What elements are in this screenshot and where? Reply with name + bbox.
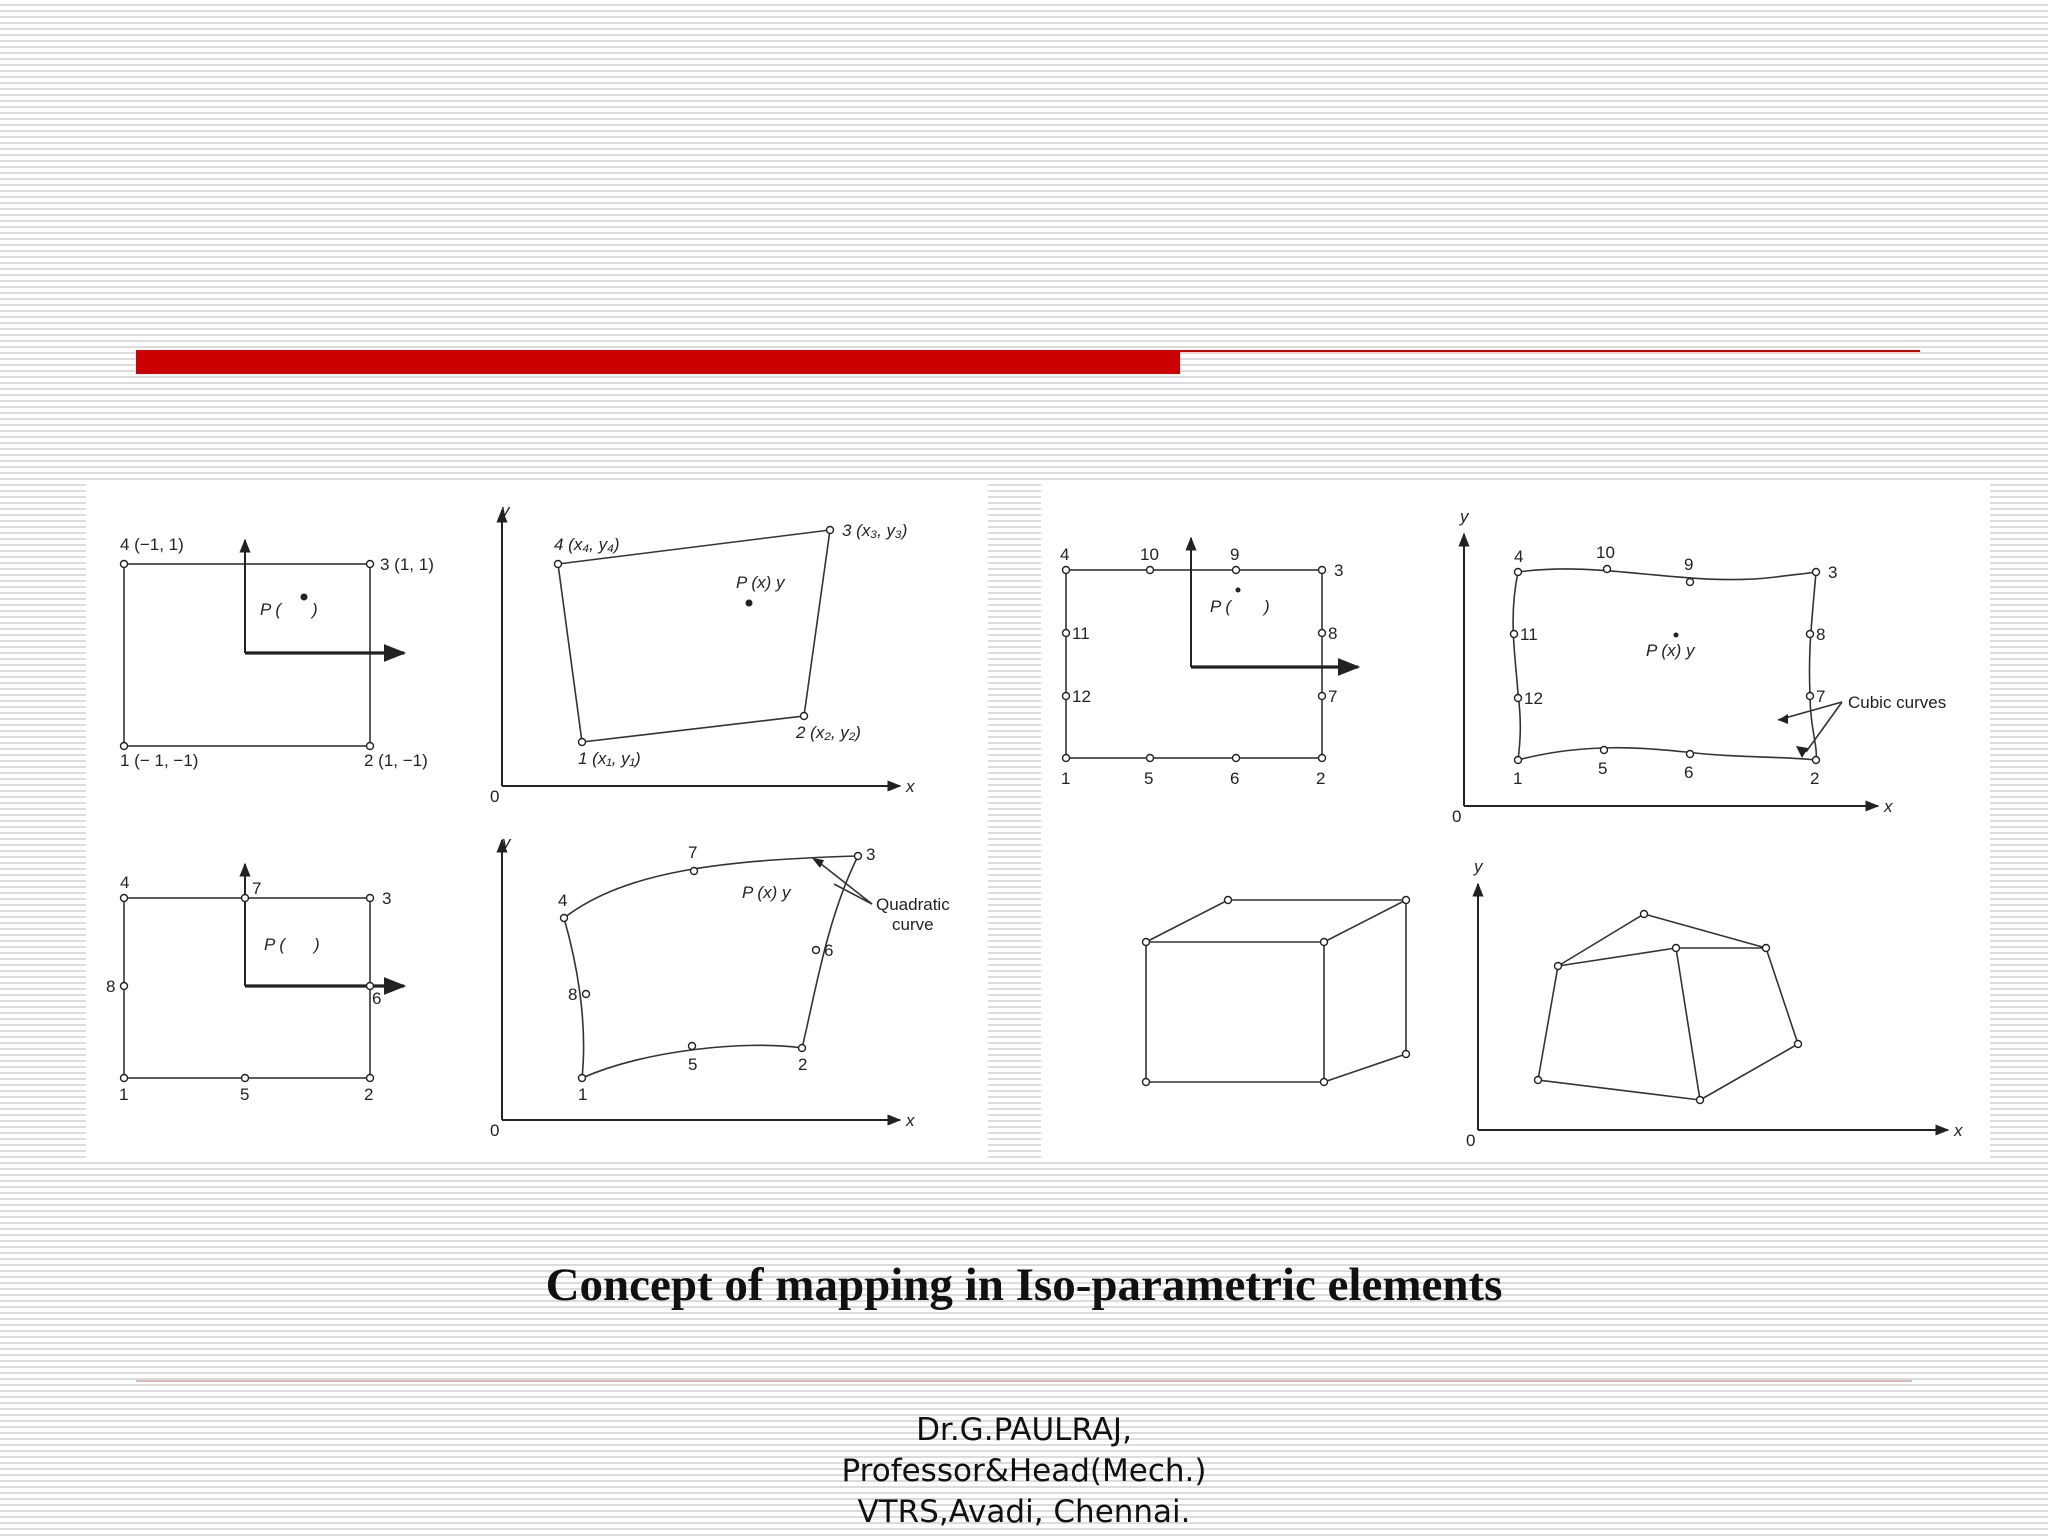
node-8-label: 8 xyxy=(1328,624,1338,643)
author-institution: VTRS,Avadi, Chennai. xyxy=(857,1494,1191,1530)
node-2-label: 2 (x₂, y₂) xyxy=(796,723,861,742)
node-3-label: 3 xyxy=(382,889,392,908)
footer-divider xyxy=(136,1380,1912,1382)
author-footer xyxy=(0,1410,2048,1533)
node-2-label: 2 (1, −1) xyxy=(364,751,428,770)
node-4-label: 4 xyxy=(1060,545,1070,564)
node-5-label: 5 xyxy=(688,1055,698,1074)
node-9-label: 9 xyxy=(1684,555,1694,574)
node-6-label: 6 xyxy=(1230,769,1240,788)
node-12-label: 12 xyxy=(1072,687,1091,706)
node-6-label: 6 xyxy=(824,941,834,960)
node-1-label: 1 xyxy=(119,1085,129,1104)
point-p-close: ) xyxy=(314,935,320,954)
node-5-label: 5 xyxy=(240,1085,250,1104)
node-5-label: 5 xyxy=(1144,769,1154,788)
node-3-label: 3 xyxy=(866,845,876,864)
figure-caption: Concept of mapping in Iso-parametric elements xyxy=(545,1259,1503,1311)
origin-label: 0 xyxy=(1452,807,1462,826)
node-11-label: 11 xyxy=(1520,625,1538,644)
node-4-label: 4 (x₄, y₄) xyxy=(554,535,620,554)
node-3-label: 3 (1, 1) xyxy=(380,555,434,574)
point-p-label: P (x) y xyxy=(742,883,791,902)
point-p-close: ) xyxy=(1264,597,1270,616)
node-7-label: 7 xyxy=(1328,687,1338,706)
node-10-label: 10 xyxy=(1596,543,1615,562)
node-6-label: 6 xyxy=(1684,763,1694,782)
node-9-label: 9 xyxy=(1230,545,1240,564)
x-axis-label: x xyxy=(906,1111,915,1130)
node-3-label: 3 xyxy=(1334,561,1344,580)
author-name: Dr.G.PAULRAJ, xyxy=(916,1412,1132,1448)
y-axis-label: y xyxy=(1460,507,1469,526)
point-p-label: P ( xyxy=(260,600,282,619)
point-p-label: P (x) y xyxy=(1646,641,1695,660)
node-12-label: 12 xyxy=(1524,689,1543,708)
x-axis-label: x xyxy=(1954,1121,1963,1140)
node-10-label: 10 xyxy=(1140,545,1159,564)
mapping-figure xyxy=(86,480,1990,1158)
node-5-label: 5 xyxy=(1598,759,1608,778)
node-4-label: 4 (−1, 1) xyxy=(120,535,184,554)
node-8-label: 8 xyxy=(106,977,116,996)
x-axis-label: x xyxy=(1884,797,1893,816)
origin-label: 0 xyxy=(490,787,500,806)
point-p-label: P ( xyxy=(1210,597,1232,616)
curve-label: curve xyxy=(892,915,934,934)
node-7-label: 7 xyxy=(1816,687,1826,706)
accent-bar-thin xyxy=(1180,350,1920,352)
node-2-label: 2 xyxy=(364,1085,374,1104)
node-4-label: 4 xyxy=(1514,547,1524,566)
node-11-label: 11 xyxy=(1072,624,1090,643)
node-6-label: 6 xyxy=(372,989,382,1008)
node-4-label: 4 xyxy=(558,891,568,910)
quadratic-label: Quadratic xyxy=(876,895,950,914)
origin-label: 0 xyxy=(490,1121,500,1140)
node-2-label: 2 xyxy=(1316,769,1326,788)
node-2-label: 2 xyxy=(1810,769,1820,788)
accent-bar-thick xyxy=(136,350,1180,374)
point-p-label: P ( xyxy=(264,935,286,954)
origin-label: 0 xyxy=(1466,1131,1476,1150)
node-3-label: 3 (x₃, y₃) xyxy=(842,521,908,540)
cubic-curves-label: Cubic curves xyxy=(1848,693,1947,712)
node-8-label: 8 xyxy=(568,985,578,1004)
y-axis-label: y xyxy=(1474,857,1483,876)
x-axis-label: x xyxy=(906,777,915,796)
author-title: Professor&Head(Mech.) xyxy=(841,1453,1207,1489)
node-7-label: 7 xyxy=(252,879,262,898)
node-8-label: 8 xyxy=(1816,625,1826,644)
node-7-label: 7 xyxy=(688,843,698,862)
node-1-label: 1 (− 1, −1) xyxy=(120,751,199,770)
y-axis-label: y xyxy=(501,501,510,520)
node-1-label: 1 xyxy=(578,1085,588,1104)
node-4-label: 4 xyxy=(120,873,130,892)
node-1-label: 1 xyxy=(1513,769,1523,788)
point-p-label: P (x) y xyxy=(736,573,785,592)
point-p-close: ) xyxy=(312,600,318,619)
y-axis-label: y xyxy=(502,833,511,852)
node-2-label: 2 xyxy=(798,1055,808,1074)
node-1-label: 1 (x₁, y₁) xyxy=(578,749,641,768)
node-1-label: 1 xyxy=(1061,769,1071,788)
node-3-label: 3 xyxy=(1828,563,1838,582)
